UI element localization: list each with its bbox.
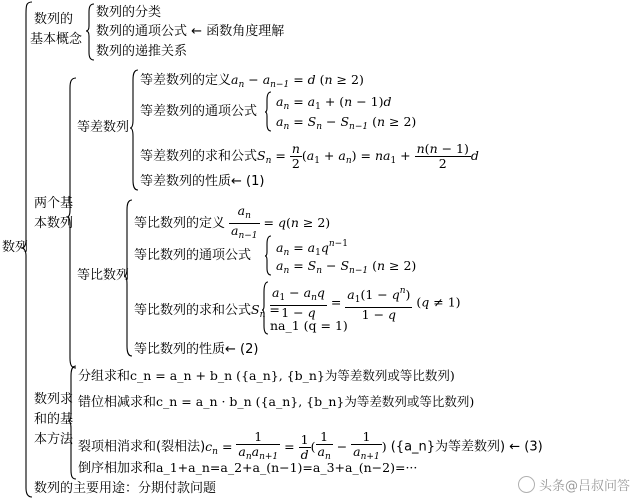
root-label: 数列: [2, 240, 29, 255]
geometric-label: 等比数列: [77, 268, 130, 283]
geo-general-label: 等比数列的通项公式: [134, 248, 252, 263]
geo-sum-case-2: na_1 (q = 1): [270, 318, 348, 333]
geo-sum-case-1: $a_1 - a_nq$ 1 − q = $\frac{a_1(1 - q^n)}{1 - q}$ (q ≠ 1): [272, 285, 461, 322]
geo-sum-label: 等比数列的求和公式$S_n$ =: [134, 302, 280, 320]
methods-label-line1: 数列求: [34, 392, 74, 407]
usage-text: 数列的主要用途：分期付款问题: [34, 481, 217, 496]
toutiao-logo-icon: [518, 476, 535, 493]
methods-label-line3: 本方法: [34, 432, 74, 447]
geo-general-formula-2: $a_n = S_n - S_{n-1}$ (n ≥ 2): [276, 258, 417, 276]
arithmetic-label: 等差数列: [77, 120, 130, 135]
arith-general-brace: [265, 92, 271, 131]
arith-property: 等差数列的性质← (1): [140, 174, 265, 189]
geo-property: 等比数列的性质← (2): [134, 342, 259, 357]
method-grouping: 分组求和c_n = a_n + b_n ({a_n}, {b_n}为等差数列或等比数列): [78, 368, 455, 384]
arithmetic-brace: [130, 70, 138, 190]
arith-general-label: 等差数列的通项公式: [140, 104, 258, 119]
two-basic-label-line2: 本数列: [34, 216, 74, 231]
basic-item-recurrence: 数列的递推关系: [96, 44, 188, 59]
basic-item-general-term: 数列的通项公式 ← 函数角度理解: [96, 24, 285, 39]
geo-general-formula-1: $a_n = a_1q^{n-1}$: [276, 239, 348, 258]
basic-brace: [86, 4, 94, 60]
method-dislocation: 错位相减求和c_n = a_n · b_n ({a_n}, {b_n}为等差数列或等比数列): [78, 394, 475, 410]
arith-sum: 等差数列的求和公式$S_n$ = $\frac{n}{2}$ $(a_1 + a_n) = na_1$ + $\frac{n(n - 1)}{2}$ d: [140, 141, 479, 171]
basic-label-line2: 基本概念: [30, 32, 83, 47]
methods-label-line2: 和的基: [34, 412, 74, 427]
watermark: 头条@吕叔问答: [518, 475, 630, 494]
arith-definition: 等差数列的定义$a_n - a_{n-1} = d$ (n ≥ 2): [140, 72, 364, 90]
arith-general-formula-1: $a_n = a_1 + (n - 1)d$: [276, 94, 392, 112]
method-split-term: 裂项相消求和(裂相法)$c_n$ = 1 $a_na_{n+1}$ = $\frac{1}{d}$ ( $\frac{1}{a_n}$ − $\frac{1}{a_{n+1}}$ ) ({a_n}为等差数列) ← (3): [78, 429, 543, 462]
arith-general-formula-2: $a_n = S_n - S_{n-1}$ (n ≥ 2): [276, 114, 417, 132]
geo-definition: 等比数列的定义 $\frac{a_n}{a_{n-1}}$ = q(n ≥ 2): [134, 203, 331, 241]
arrow-icon: ←: [191, 24, 203, 39]
basic-label-line1: 数列的: [34, 12, 74, 27]
two-basic-label-line1: 两个基: [34, 196, 74, 211]
basic-item-classification: 数列的分类: [96, 5, 162, 20]
method-reverse-add: 倒序相加求和a_1+a_n=a_2+a_(n−1)=a_3+a_(n−2)=···: [78, 460, 418, 476]
